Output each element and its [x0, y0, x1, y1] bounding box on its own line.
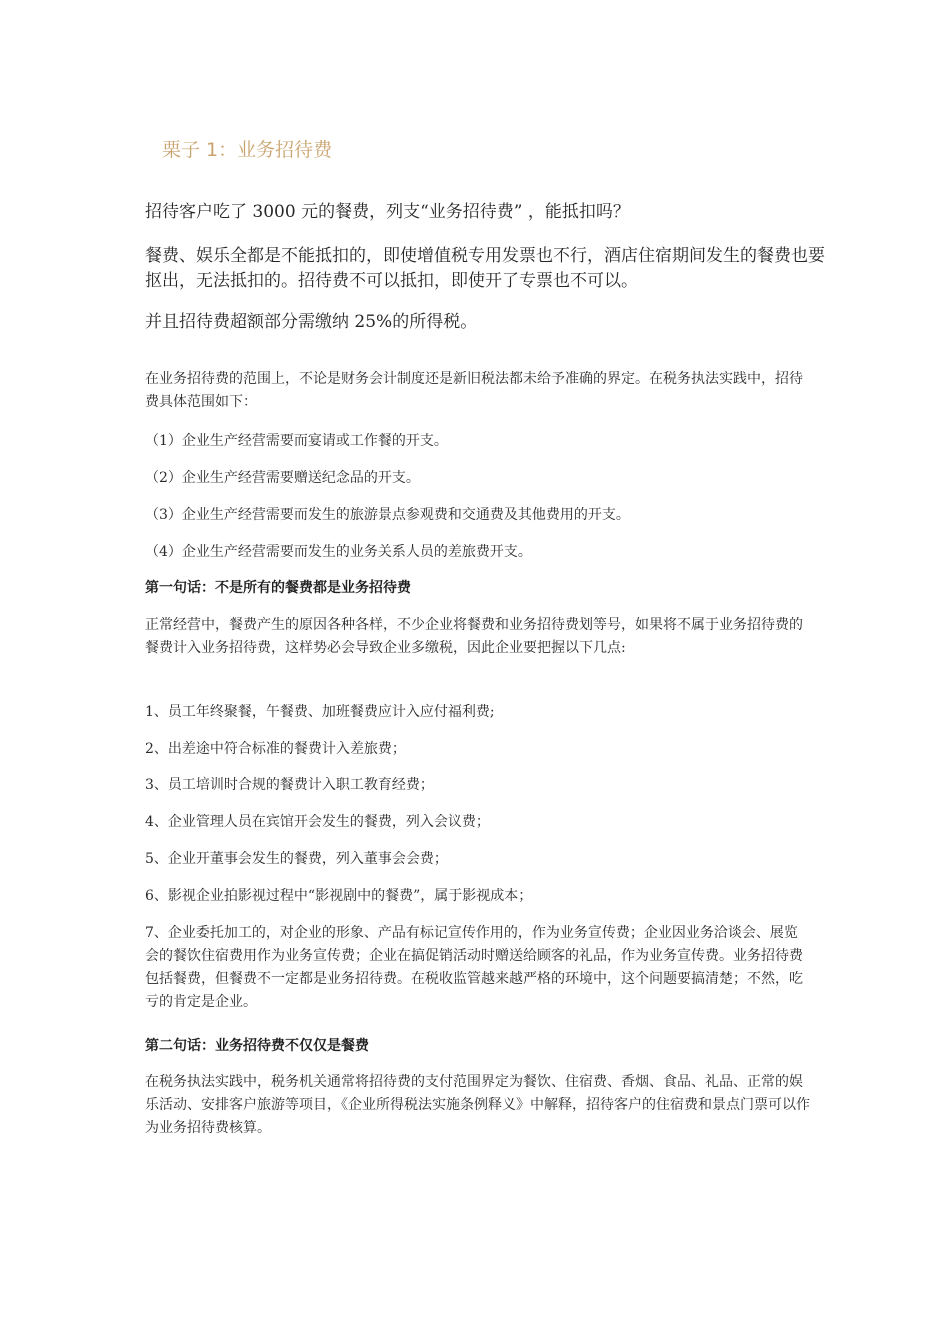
section1-item: 3、员工培训时合规的餐费计入职工教育经费；: [145, 777, 434, 793]
section1-item: 7、企业委托加工的，对企业的形象、产品有标记宣传作用的，作为业务宣传费；企业因业务洽谈会、展览会的餐饮住宿费用作为业务宣传费；企业在搞促销活动时赠送给顾客的礼品，作为业务宣传费。业务招待费包括餐费，但餐费不一定都是业务招待费。在税收监管越来越严格的环境中，这个问题要搞清楚；不然，吃亏的肯定是企业。: [145, 925, 803, 1010]
scope-paragraph: 在业务招待费的范围上，不论是财务会计制度还是新旧税法都未给予准确的界定。在税务执法实践中，招待费具体范围如下：: [145, 371, 803, 410]
document-title: 栗子 1：业务招待费: [162, 139, 333, 161]
section2-paragraph: 在税务执法实践中，税务机关通常将招待费的支付范围界定为餐饮、住宿费、香烟、食品、礼品、正常的娱乐活动、安排客户旅游等项目，《企业所得税法实施条例释义》中解释，招待客户的住宿费和景点门票可以作为业务招待费核算。: [145, 1074, 810, 1136]
scope-item: （2）企业生产经营需要赠送纪念品的开支。: [145, 470, 420, 486]
intro-tax-note: 并且招待费超额部分需缴纳 25%的所得税。: [145, 312, 478, 332]
section1-item: 2、出差途中符合标准的餐费计入差旅费；: [145, 741, 406, 757]
intro-question: 招待客户吃了 3000 元的餐费，列支“业务招待费” ，能抵扣吗？: [145, 202, 630, 222]
section1-paragraph: 正常经营中，餐费产生的原因各种各样，不少企业将餐费和业务招待费划等号，如果将不属于业务招待费的餐费计入业务招待费，这样势必会导致企业多缴税，因此企业要把握以下几点:: [145, 617, 803, 656]
scope-item: （4）企业生产经营需要而发生的业务关系人员的差旅费开支。: [145, 544, 532, 560]
section1-heading: 第一句话：不是所有的餐费都是业务招待费: [145, 580, 411, 596]
section1-item: 1、员工年终聚餐，午餐费、加班餐费应计入应付福利费;: [145, 704, 495, 720]
scope-item: （3）企业生产经营需要而发生的旅游景点参观费和交通费及其他费用的开支。: [145, 507, 630, 523]
scope-item: （1）企业生产经营需要而宴请或工作餐的开支。: [145, 433, 448, 449]
section1-item: 6、影视企业拍影视过程中“影视剧中的餐费”，属于影视成本；: [145, 888, 533, 904]
section1-item: 5、企业开董事会发生的餐费，列入董事会会费；: [145, 851, 448, 867]
intro-answer: 餐费、娱乐全都是不能抵扣的，即使增值税专用发票也不行，酒店住宿期间发生的餐费也要抠出，无法抵扣的。招待费不可以抵扣，即使开了专票也不可以。: [145, 246, 825, 291]
section1-item: 4、企业管理人员在宾馆开会发生的餐费，列入会议费；: [145, 814, 490, 830]
section2-heading: 第二句话：业务招待费不仅仅是餐费: [145, 1038, 369, 1054]
